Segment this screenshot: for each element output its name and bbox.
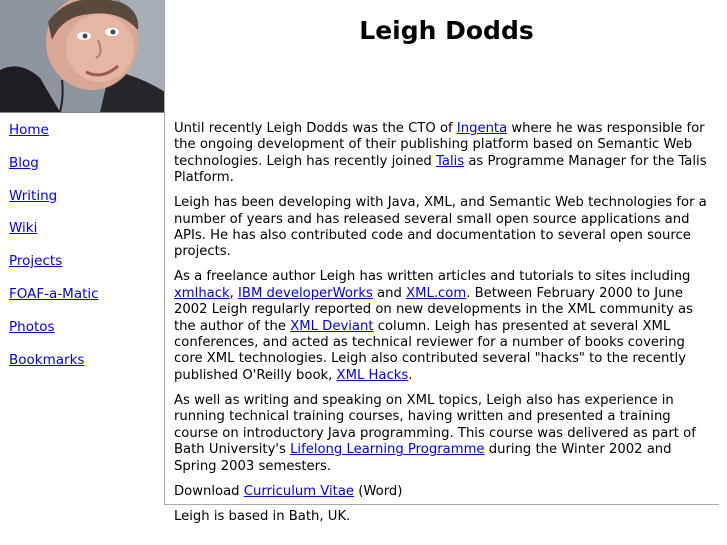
link-xmlhack[interactable]: xmlhack: [174, 285, 230, 301]
download-cv-paragraph: [174, 484, 714, 500]
portrait-photo: [0, 0, 165, 112]
sidebar-item-writing: [9, 187, 99, 220]
nav-link-foaf-a-matic[interactable]: FOAF-a-Matic: [9, 285, 99, 302]
sidebar-item-blog: [9, 154, 99, 187]
bio-text: and: [372, 285, 407, 301]
sidebar-nav: [9, 121, 99, 383]
bio-text: . Between February 2000 to June 2002 Leigh regularly reported on new developments in the XML community as the author of the: [174, 285, 693, 334]
link-ibm-developerworks[interactable]: IBM developerWorks: [238, 285, 373, 301]
sidebar-item-bookmarks: [9, 351, 99, 384]
link-lifelong-learning[interactable]: Lifelong Learning Programme: [290, 442, 485, 458]
nav-link-wiki[interactable]: Wiki: [9, 220, 38, 237]
bio-paragraph-cto: [174, 121, 714, 187]
location-paragraph: [174, 509, 714, 525]
sidebar-item-projects: [9, 252, 99, 285]
vertical-divider: [164, 0, 165, 505]
link-xml-com[interactable]: XML.com: [406, 285, 467, 301]
bio-text: As a freelance author Leigh has written articles and tutorials to sites including: [174, 269, 691, 285]
bio-text: where he was responsible for the ongoing development of their publishing platform based on Semantic Web technologies. Leigh has recently joined: [174, 121, 705, 169]
nav-link-writing[interactable]: Writing: [9, 187, 58, 204]
bio-text: column. Leigh has presented at several XML conferences, and acted as technical reviewer for a number of books covering core XML technologies. Leigh also contributed several "hacks" to the recently published O'Reilly book,: [174, 318, 687, 383]
nav-link-blog[interactable]: Blog: [9, 154, 39, 171]
link-xml-hacks[interactable]: XML Hacks: [336, 367, 409, 383]
page-title: Leigh Dodds: [359, 16, 534, 45]
bio-text: ,: [229, 285, 239, 301]
main-content: [174, 121, 714, 534]
bio-text: as Programme Manager for the Talis Platform.: [174, 153, 707, 186]
bio-paragraph-author: [174, 269, 714, 384]
bio-text: Download: [174, 483, 244, 499]
nav-divider: [0, 112, 165, 113]
bio-text: Until recently Leigh Dodds was the CTO of: [174, 121, 457, 136]
sidebar-item-foaf-a-matic: [9, 285, 99, 318]
link-ingenta[interactable]: Ingenta: [456, 121, 508, 136]
sidebar-item-home: [9, 121, 99, 154]
portrait-photo-icon: [0, 0, 165, 112]
nav-link-bookmarks[interactable]: Bookmarks: [9, 351, 85, 368]
bio-paragraph-training: [174, 393, 714, 475]
nav-link-projects[interactable]: Projects: [9, 253, 63, 270]
link-talis[interactable]: Talis: [436, 153, 465, 169]
sidebar-item-photos: [9, 318, 99, 351]
nav-link-photos[interactable]: Photos: [9, 318, 55, 335]
bio-text: (Word): [354, 483, 403, 499]
bio-text: during the Winter 2002 and Spring 2003 semesters.: [174, 442, 672, 474]
sidebar-item-wiki: [9, 219, 99, 252]
link-xml-deviant[interactable]: XML Deviant: [290, 318, 374, 334]
bio-paragraph-developer: [174, 195, 714, 261]
nav-link-home[interactable]: Home: [9, 122, 49, 138]
bio-text: As well as writing and speaking on XML topics, Leigh also has experience in running technical training courses, having written and presented a training course on introductory Java programming. This course was delivered as part of Bath University's: [174, 392, 696, 458]
bio-text: Leigh is based in Bath, UK.: [174, 508, 351, 524]
bio-text: Leigh has been developing with Java, XML, and Semantic Web technologies for a number of years and has released several small open source applications and APIs. He has also contributed code and documentation to several open source projects.: [174, 195, 707, 260]
bio-text: .: [408, 367, 413, 383]
link-curriculum-vitae[interactable]: Curriculum Vitae: [243, 483, 355, 499]
